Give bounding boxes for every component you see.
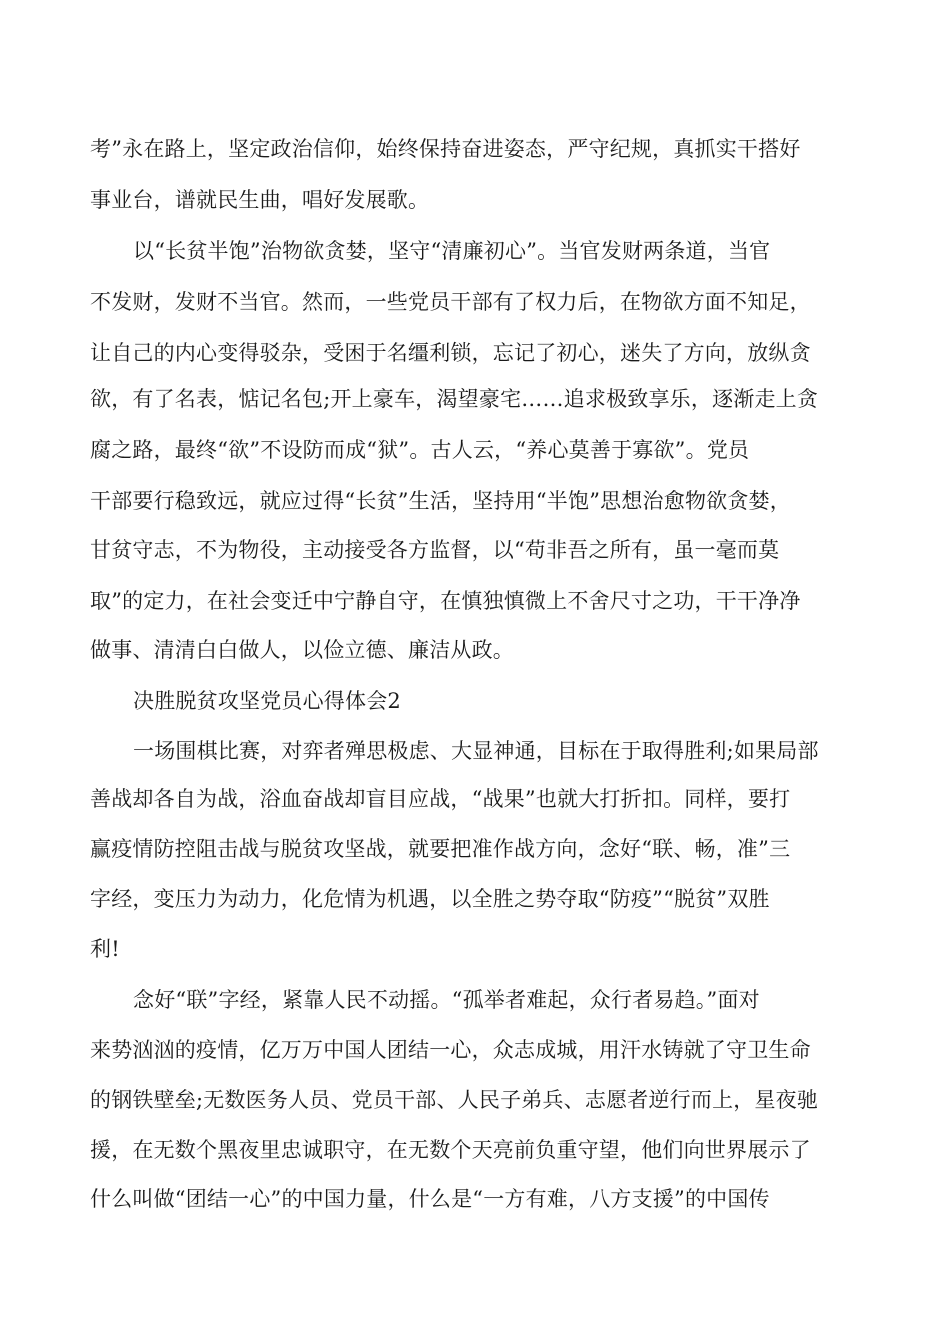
text-line: 做事、清清白白做人，以俭立德、廉洁从政。 <box>90 638 514 662</box>
text-line: 利! <box>90 937 120 961</box>
text-line: 甘贫守志，不为物役，主动接受各方监督，以“苟非吾之所有，虽一毫而莫 <box>90 538 780 562</box>
text-line: 字经，变压力为动力，化危情为机遇，以全胜之势夺取“防疫”“脱贫”双胜 <box>90 887 770 911</box>
text-line: 什么叫做“团结一心”的中国力量，什么是“一方有难，八方支援”的中国传 <box>90 1187 770 1211</box>
text-line: 来势汹汹的疫情，亿万万中国人团结一心，众志成城，用汗水铸就了守卫生命 <box>90 1038 811 1062</box>
text-line: 善战却各自为战，浴血奋战却盲目应战，“战果”也就大打折扣。同样，要打 <box>90 787 791 811</box>
text-line: 干部要行稳致远，就应过得“长贫”生活，坚持用“半饱”思想治愈物欲贪婪， <box>90 489 791 513</box>
text-line: 赢疫情防控阻击战与脱贫攻坚战，就要把准作战方向，念好“联、畅，准”三 <box>90 837 791 861</box>
text-line: 考”永在路上，坚定政治信仰，始终保持奋进姿态，严守纪规，真抓实干搭好 <box>90 137 801 161</box>
paragraph-start-line: 以“长贫半饱”治物欲贪婪，坚守“清廉初心”。当官发财两条道，当官 <box>133 239 771 263</box>
section-heading: 决胜脱贫攻坚党员心得体会2 <box>133 689 401 713</box>
paragraph-start-line: 念好“联”字经，紧靠人民不动摇。“孤举者难起，众行者易趋。”面对 <box>133 988 760 1012</box>
text-line: 的钢铁壁垒;无数医务人员、党员干部、人民子弟兵、志愿者逆行而上，星夜驰 <box>90 1088 819 1112</box>
text-line: 腐之路，最终“欲”不设防而成“狱”。古人云，“养心莫善于寡欲”。党员 <box>90 438 750 462</box>
text-line: 让自己的内心变得驳杂，受困于名缰利锁，忘记了初心，迷失了方向，放纵贪 <box>90 341 811 365</box>
text-line: 援，在无数个黑夜里忠诚职守，在无数个天亮前负重守望，他们向世界展示了 <box>90 1138 811 1162</box>
text-line: 不发财，发财不当官。然而，一些党员干部有了权力后，在物欲方面不知足， <box>90 290 811 314</box>
paragraph-start-line: 一场围棋比赛，对弈者殚思极虑、大显神通，目标在于取得胜利;如果局部 <box>133 739 819 763</box>
text-line: 取”的定力，在社会变迁中宁静自守，在慎独慎微上不舍尺寸之功，干干净净 <box>90 589 801 613</box>
text-line: 事业台，谱就民生曲，唱好发展歌。 <box>90 188 430 212</box>
text-line: 欲，有了名表，惦记名包;开上豪车，渴望豪宅……追求极致享乐，逐渐走上贪 <box>90 387 819 411</box>
